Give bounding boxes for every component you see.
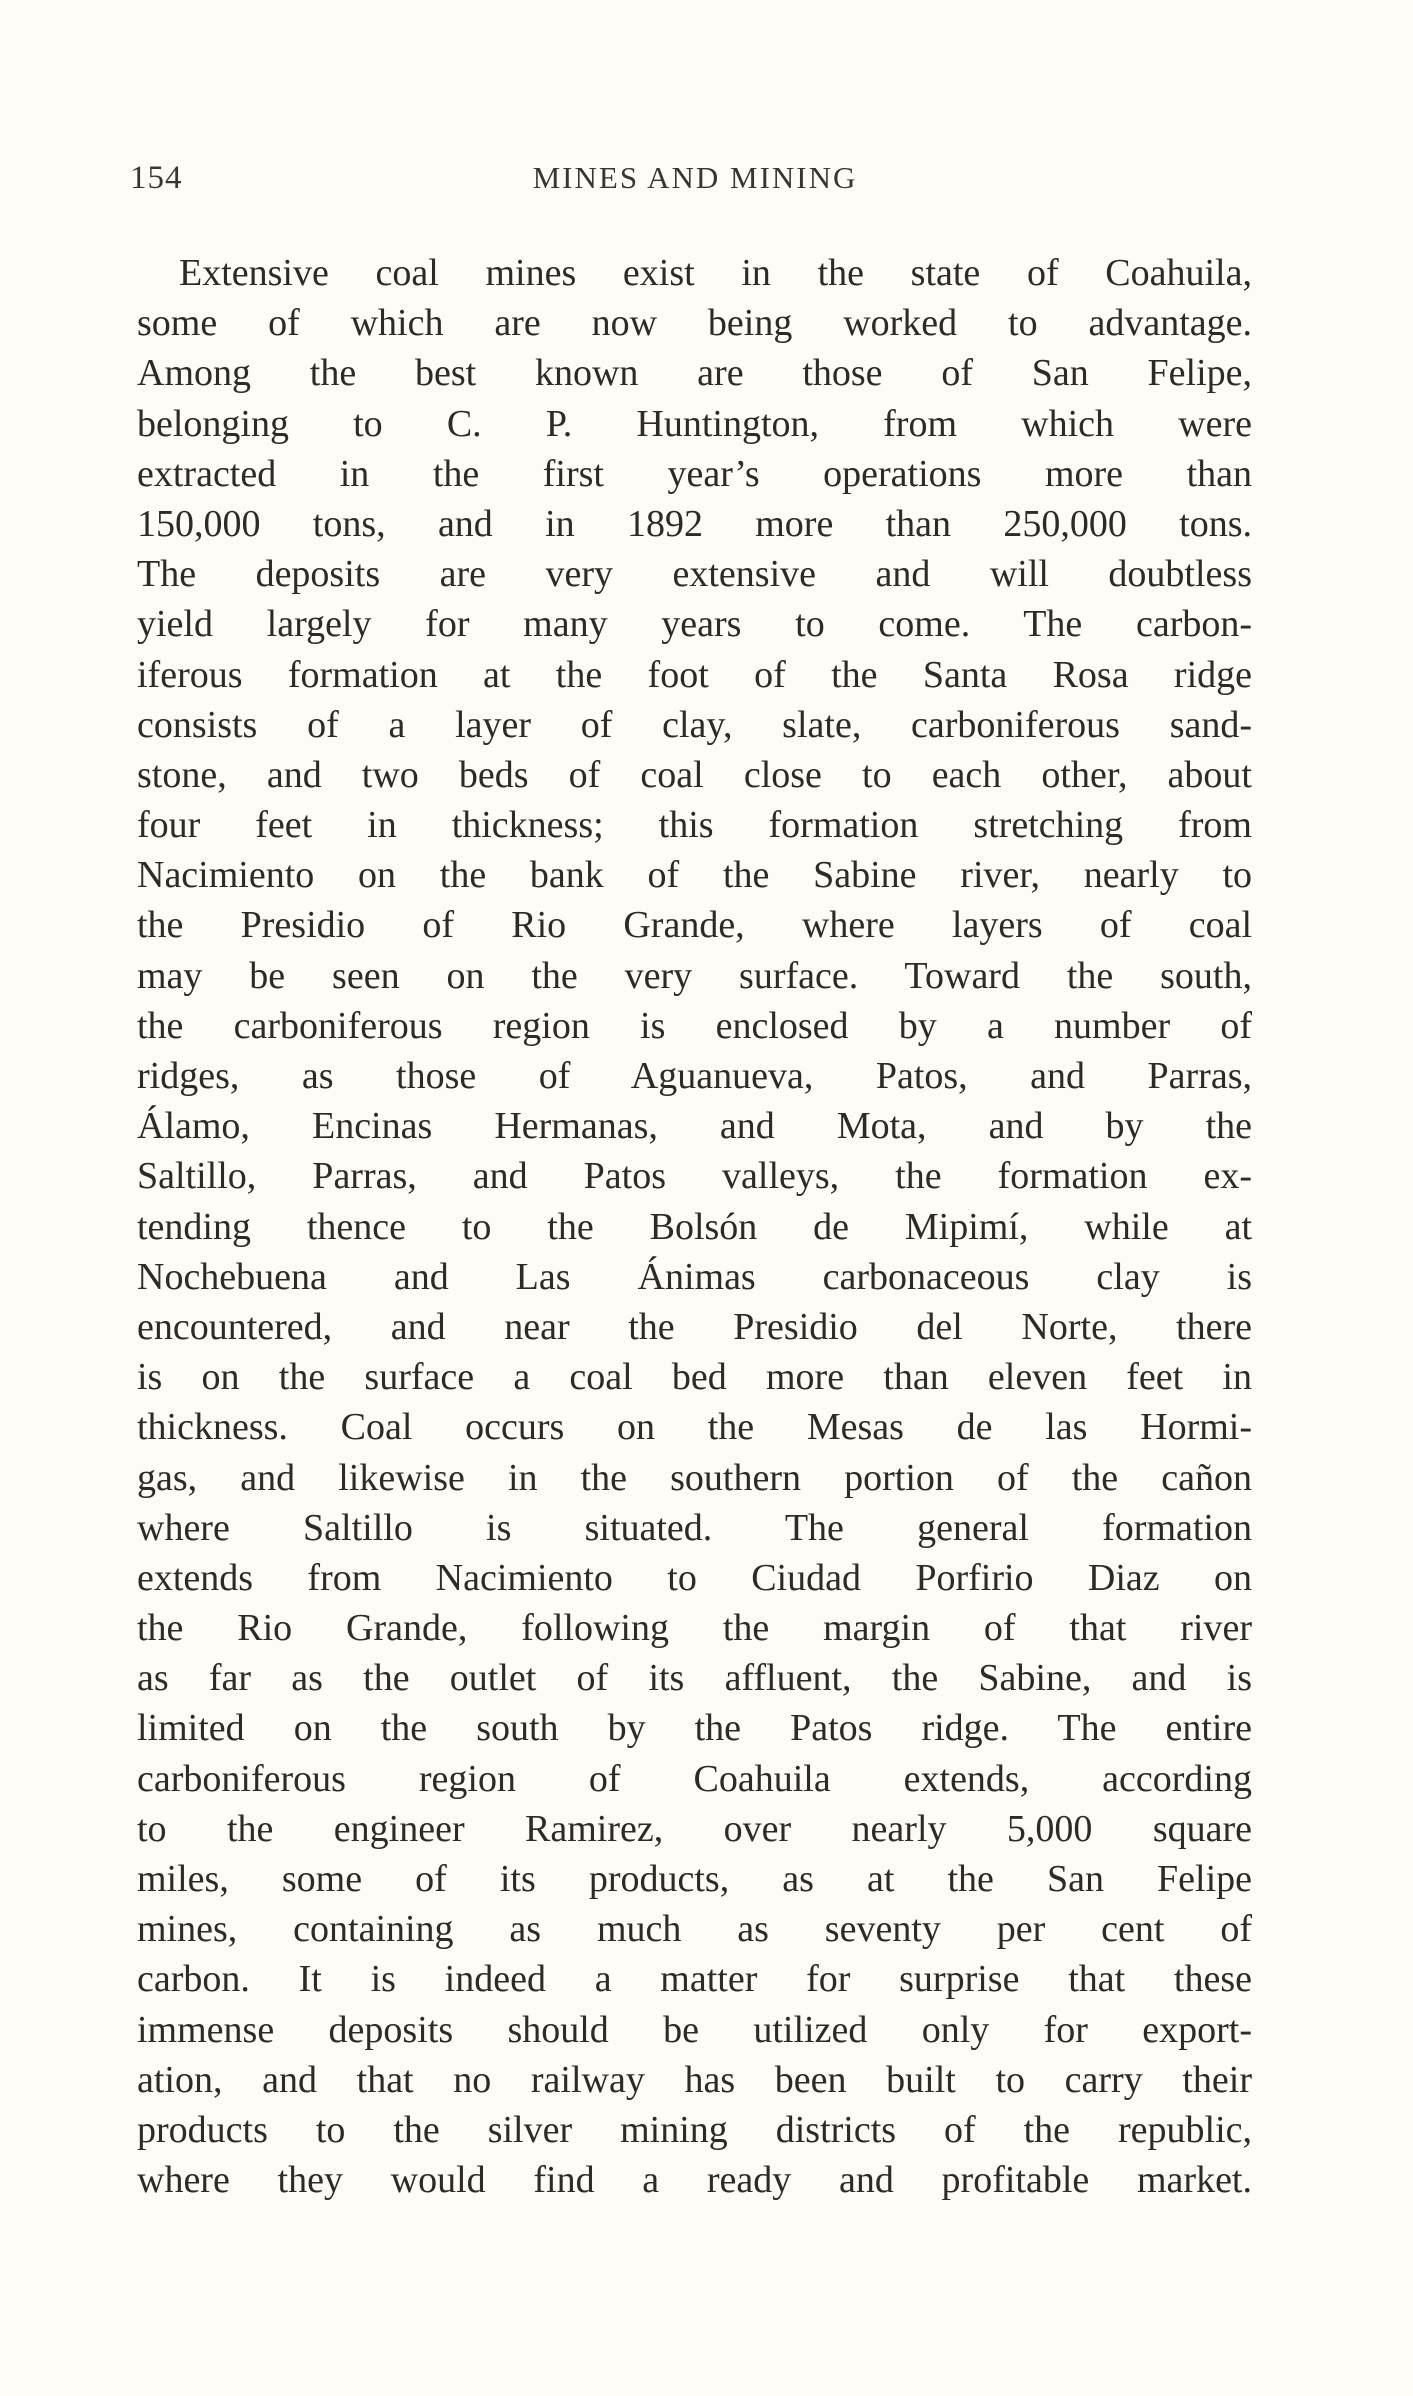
text-line: immense deposits should be utilized only for export-	[137, 2008, 1252, 2051]
text-line: yield largely for many years to come. The carbon-	[137, 603, 1252, 646]
text-line: thickness. Coal occurs on the Mesas de las Hormi-	[137, 1406, 1252, 1449]
text-line: belonging to C. P. Huntington, from which were	[137, 402, 1252, 445]
text-line: mines, containing as much as seventy per cent of	[137, 1908, 1252, 1951]
body-paragraph	[137, 248, 1252, 2205]
text-line: miles, some of its products, as at the San Felipe	[137, 1858, 1252, 1900]
text-line: Extensive coal mines exist in the state of Coahuila,	[179, 252, 1252, 294]
text-line: where they would find a ready and profitable market.	[137, 2159, 1252, 2202]
text-line: to the engineer Ramirez, over nearly 5,000 square	[137, 1807, 1252, 1850]
text-line: the carboniferous region is enclosed by a number of	[137, 1004, 1252, 1047]
text-line: may be seen on the very surface. Toward the south,	[137, 954, 1252, 997]
text-line: some of which are now being worked to advantage.	[137, 302, 1252, 345]
text-line: carboniferous region of Coahuila extends, according	[137, 1757, 1252, 1800]
text-line: ridges, as those of Aguanueva, Patos, and Parras,	[137, 1055, 1252, 1097]
text-line: carbon. It is indeed a matter for surprise that these	[137, 1958, 1252, 2001]
text-line: Nochebuena and Las Ánimas carbonaceous clay is	[137, 1255, 1252, 1298]
text-line: encountered, and near the Presidio del Norte, there	[137, 1305, 1252, 1348]
text-line: Among the best known are those of San Felipe,	[137, 352, 1252, 395]
text-line: extends from Nacimiento to Ciudad Porfirio Diaz on	[137, 1556, 1252, 1599]
text-line: consists of a layer of clay, slate, carboniferous sand-	[137, 703, 1252, 746]
text-line: as far as the outlet of its affluent, the Sabine, and is	[137, 1657, 1252, 1700]
text-line: the Presidio of Rio Grande, where layers of coal	[137, 904, 1252, 947]
text-line: Nacimiento on the bank of the Sabine river, nearly to	[137, 854, 1252, 897]
text-line: four feet in thickness; this formation stretching from	[137, 804, 1252, 847]
running-head: MINES AND MINING	[532, 160, 858, 195]
text-line: ation, and that no railway has been built to carry their	[137, 2058, 1252, 2101]
text-line: The deposits are very extensive and will doubtless	[137, 553, 1252, 596]
text-line: Álamo, Encinas Hermanas, and Mota, and by the	[137, 1105, 1252, 1148]
text-line: where Saltillo is situated. The general formation	[137, 1506, 1252, 1549]
text-line: products to the silver mining districts of the republic,	[137, 2108, 1252, 2151]
page-header	[130, 160, 1260, 208]
text-line: 150,000 tons, and in 1892 more than 250,000 tons.	[137, 502, 1252, 545]
text-line: is on the surface a coal bed more than eleven feet in	[137, 1356, 1252, 1399]
text-line: iferous formation at the foot of the Santa Rosa ridge	[137, 653, 1252, 696]
text-line: gas, and likewise in the southern portion of the cañon	[137, 1456, 1252, 1499]
text-line: Saltillo, Parras, and Patos valleys, the formation ex-	[137, 1155, 1252, 1198]
text-line: the Rio Grande, following the margin of that river	[137, 1607, 1252, 1650]
text-line: limited on the south by the Patos ridge. The entire	[137, 1707, 1252, 1750]
text-line: extracted in the first year’s operations more than	[137, 452, 1252, 495]
text-line: tending thence to the Bolsón de Mipimí, while at	[137, 1205, 1252, 1248]
page-number: 154	[130, 160, 183, 196]
text-line: stone, and two beds of coal close to each other, about	[137, 753, 1252, 796]
